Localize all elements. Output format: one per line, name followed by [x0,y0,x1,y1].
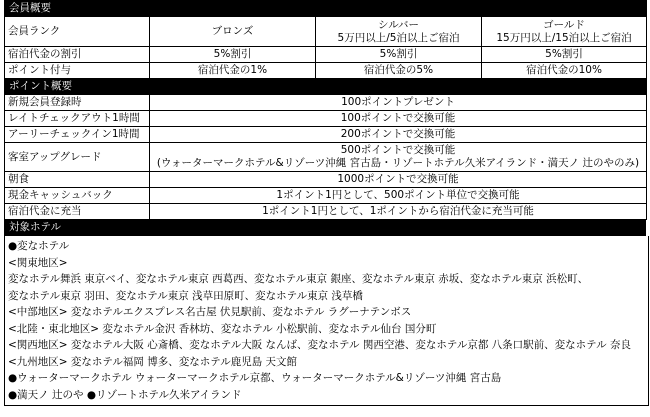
table-row [5,111,647,127]
bronze-value: 宿泊代金の1% [150,63,316,79]
rank-gold-header [482,17,647,47]
table-row [5,204,647,220]
hotel-list [4,236,649,406]
section-title-hotels: 対象ホテル [5,220,646,236]
membership-sheet [4,0,646,406]
list-item: <中部地区> 変なホテルエクスプレス名古屋 伏見駅前、変なホテル ラグーナテンボス [8,306,412,318]
section-title-membership: 会員概要 [5,1,647,17]
row-value: 100ポイントで交換可能 [150,111,647,127]
row-label: 朝食 [5,172,150,188]
silver-value: 5%割引 [316,47,482,63]
gold-name: ゴールド [543,18,585,31]
row-label: 現金キャッシュバック [5,188,150,204]
points-table [4,79,647,220]
silver-name: シルバー [377,18,419,31]
row-label: 客室アップグレード [5,143,150,172]
row-value: 1ポイント1円として、1ポイントから宿泊代金に充当可能 [150,204,647,220]
list-item: <九州地区> 変なホテル福岡 博多、変なホテル鹿児島 天文館 [8,355,298,368]
list-item: ●変なホテル [8,240,70,252]
table-row [5,127,647,143]
table-row [5,188,647,204]
table-row [5,47,647,63]
table-row [5,95,647,111]
gold-value: 5%割引 [482,47,647,63]
rank-bronze-header: ブロンズ [150,17,316,47]
list-item: 変なホテル舞浜 東京ベイ、変なホテル東京 西葛西、変なホテル東京 銀座、変なホテル東京 赤坂、変なホテル東京 浜松町、 [8,273,589,285]
list-item: 変なホテル東京 羽田、変なホテル東京 浅草田原町、変なホテル東京 浅草橋 [8,289,363,302]
gold-requirement: 15万円以上/15泊以上ご宿泊 [496,31,632,44]
upgrade-cost: 500ポイントで交換可能 [340,144,456,156]
row-value: 100ポイントプレゼント [150,95,647,111]
row-value: 200ポイントで交換可能 [150,127,647,143]
row-value: 1ポイント1円として、500ポイント単位で交換可能 [150,188,647,204]
row-label: 宿泊代金の割引 [5,47,150,63]
section-title-points: ポイント概要 [5,79,647,95]
rank-header-label: 会員ランク [5,17,150,47]
row-label: ポイント付与 [5,63,150,79]
upgrade-note: (ウォーターマークホテル&リゾーツ沖縄 宮古島・リゾートホテル久米アイランド・満天ノ 辻のやのみ) [156,157,640,169]
row-label: 宿泊代金に充当 [5,204,150,220]
list-item: <関東地区> [8,256,68,269]
hotels-header-table [4,220,646,236]
list-item: ●満天ノ 辻のや ●リゾートホテル久米アイランド [8,388,242,401]
silver-requirement: 5万円以上/5泊以上ご宿泊 [337,31,460,44]
table-row [5,63,647,79]
list-item: <北陸・東北地区> 変なホテル金沢 香林坊、変なホテル 小松駅前、変なホテル仙台 国分町 [8,322,437,335]
rank-silver-header [316,17,482,47]
row-value: 1000ポイントで交換可能 [150,172,647,188]
table-row [5,143,647,172]
gold-value: 宿泊代金の10% [482,63,647,79]
silver-value: 宿泊代金の5% [316,63,482,79]
row-label: 新規会員登録時 [5,95,150,111]
membership-table [4,0,647,79]
row-label: アーリーチェックイン1時間 [5,127,150,143]
row-label: レイトチェックアウト1時間 [5,111,150,127]
table-row [5,172,647,188]
list-item: <関西地区> 変なホテル大阪 心斎橋、変なホテル大阪 なんば、変なホテル 関西空港、変なホテル京都 八条口駅前、変なホテル 奈良 [8,339,631,351]
bronze-value: 5%割引 [150,47,316,63]
list-item: ●ウォーターマークホテル ウォーターマークホテル京都、ウォーターマークホテル&リゾーツ沖縄 宮古島 [8,372,502,384]
row-value [150,143,647,172]
